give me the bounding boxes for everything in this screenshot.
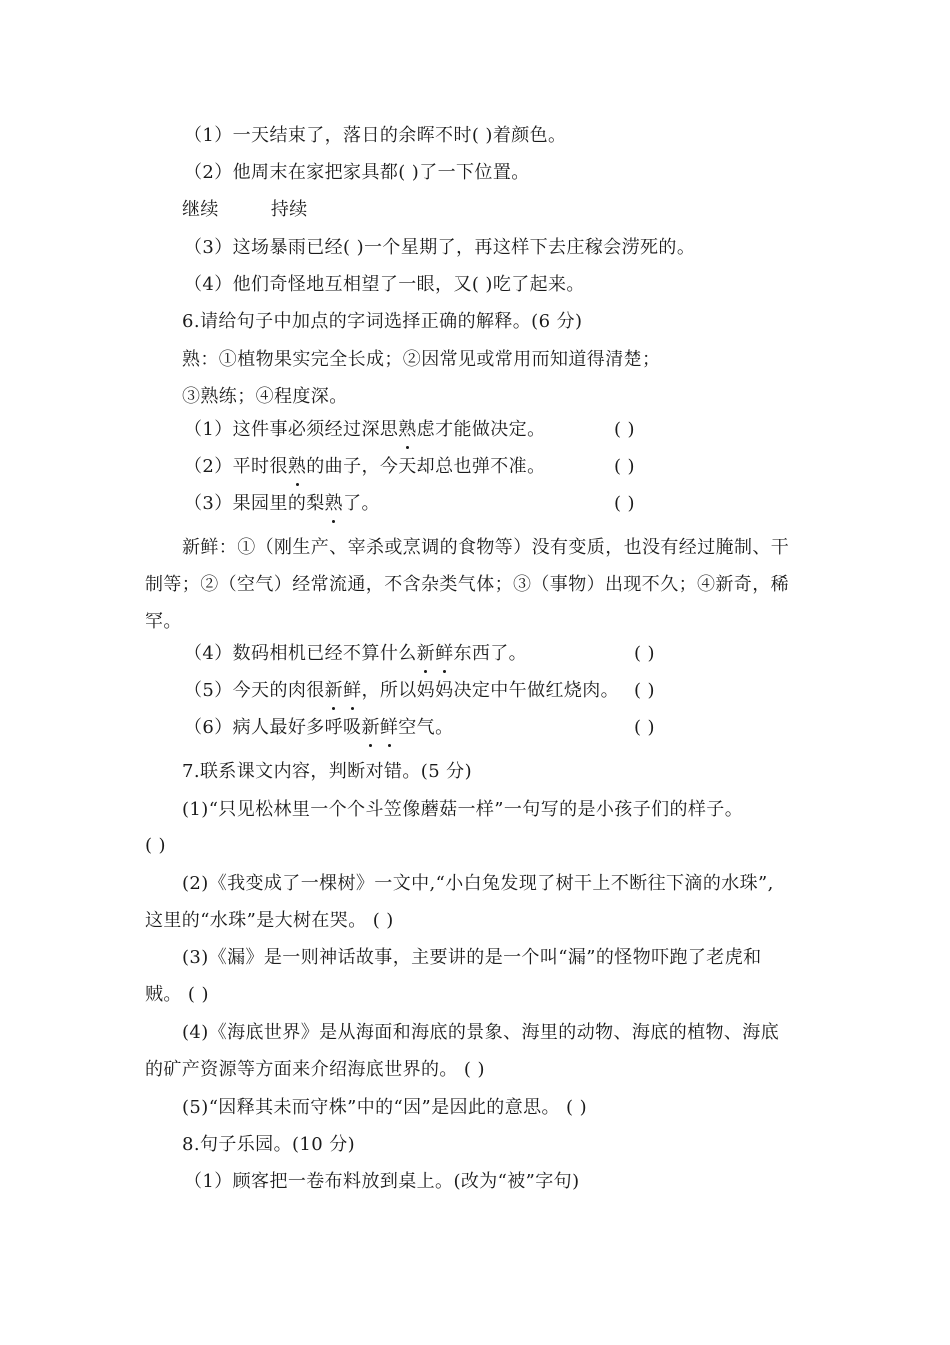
dotted-char: 新 — [416, 643, 436, 664]
q6-item-1: （1）这件事必须经过深思熟虑才能做决定。 — [184, 419, 546, 440]
q5-sentence-1: （1）一天结束了，落日的余晖不时( )着颜色。 — [184, 125, 567, 146]
dotted-char: 熟 — [398, 419, 417, 440]
q7-item-4-line-2: 的矿产资源等方面来介绍海底世界的。 ( ) — [145, 1059, 485, 1080]
q6-xinxian-definition-line-3: 罕。 — [145, 611, 182, 632]
q6-item-4-answer-blank: ( ) — [634, 643, 655, 664]
q7-item-2-line-1: (2)《我变成了一棵树》一文中,“小白兔发现了树干上不断往下滴的水珠”, — [182, 873, 774, 894]
q6-item-1-answer-blank: ( ) — [614, 419, 635, 440]
q6-item-3-answer-blank: ( ) — [614, 493, 635, 514]
dotted-char: 新 — [361, 717, 380, 738]
dotted-char: 鲜 — [435, 643, 454, 664]
q6-item-6-answer-blank: ( ) — [634, 717, 655, 738]
q7-item-1: (1)“只见松林里一个个斗笠像蘑菇一样”一句写的是小孩子们的样子。 — [182, 799, 744, 820]
q5-sentence-4: （4）他们奇怪地互相望了一眼，又( )吃了起来。 — [184, 274, 585, 295]
q8-title: 8.句子乐园。(10 分) — [182, 1134, 356, 1155]
dotted-char: 鲜 — [343, 680, 362, 701]
q6-item-5-answer-blank: ( ) — [634, 680, 655, 701]
q5-sentence-3: （3）这场暴雨已经( )一个星期了，再这样下去庄稼会涝死的。 — [184, 237, 696, 258]
q6-item-2: （2）平时很熟的曲子，今天却总也弹不准。 — [184, 456, 546, 477]
q6-item-5: （5）今天的肉很新鲜，所以妈妈决定中午做红烧肉。 — [184, 680, 620, 701]
dotted-char: 鲜 — [379, 717, 399, 738]
q7-item-5: (5)“因释其未而守株”中的“因”是因此的意思。 ( ) — [182, 1097, 587, 1118]
q6-item-2-answer-blank: ( ) — [614, 456, 635, 477]
dotted-char: 新 — [324, 680, 344, 701]
q7-title: 7.联系课文内容，判断对错。(5 分) — [182, 761, 472, 782]
q7-item-3-line-1: (3)《漏》是一则神话故事，主要讲的是一个叫“漏”的怪物吓跑了老虎和 — [182, 947, 762, 968]
dotted-char: 熟 — [287, 456, 307, 477]
q8-item-1: （1）顾客把一卷布料放到桌上。(改为“被”字句) — [184, 1171, 580, 1192]
word-choice-2: 持续 — [270, 199, 308, 220]
q6-item-4: （4）数码相机已经不算什么新鲜东西了。 — [184, 643, 528, 664]
q6-item-3: （3）果园里的梨熟了。 — [184, 493, 380, 514]
q7-item-4-line-1: (4)《海底世界》是从海面和海底的景象、海里的动物、海底的植物、海底 — [182, 1022, 780, 1043]
q7-item-1-answer-blank: ( ) — [145, 835, 166, 856]
word-choice-1: 继续 — [182, 199, 219, 220]
q7-item-2-line-2: 这里的“水珠”是大树在哭。 ( ) — [145, 910, 394, 931]
q6-shu-definition-line-1: 熟：①植物果实完全长成；②因常见或常用而知道得清楚； — [182, 349, 661, 370]
q6-shu-definition-line-2: ③熟练；④程度深。 — [182, 386, 348, 407]
q6-title: 6.请给句子中加点的字词选择正确的解释。(6 分) — [182, 311, 583, 332]
q6-xinxian-definition-line-2: 制等；②（空气）经常流通，不含杂类气体；③（事物）出现不久；④新奇，稀 — [145, 574, 789, 595]
dotted-char: 熟 — [324, 493, 344, 514]
q7-item-3-line-2: 贼。 ( ) — [145, 984, 209, 1005]
q6-item-6: （6）病人最好多呼吸新鲜空气。 — [184, 717, 454, 738]
q6-xinxian-definition-line-1: 新鲜：①（刚生产、宰杀或烹调的食物等）没有变质，也没有经过腌制、干 — [182, 537, 790, 558]
q5-sentence-2: （2）他周末在家把家具都( )了一下位置。 — [184, 162, 530, 183]
q5-word-choices — [182, 198, 308, 222]
